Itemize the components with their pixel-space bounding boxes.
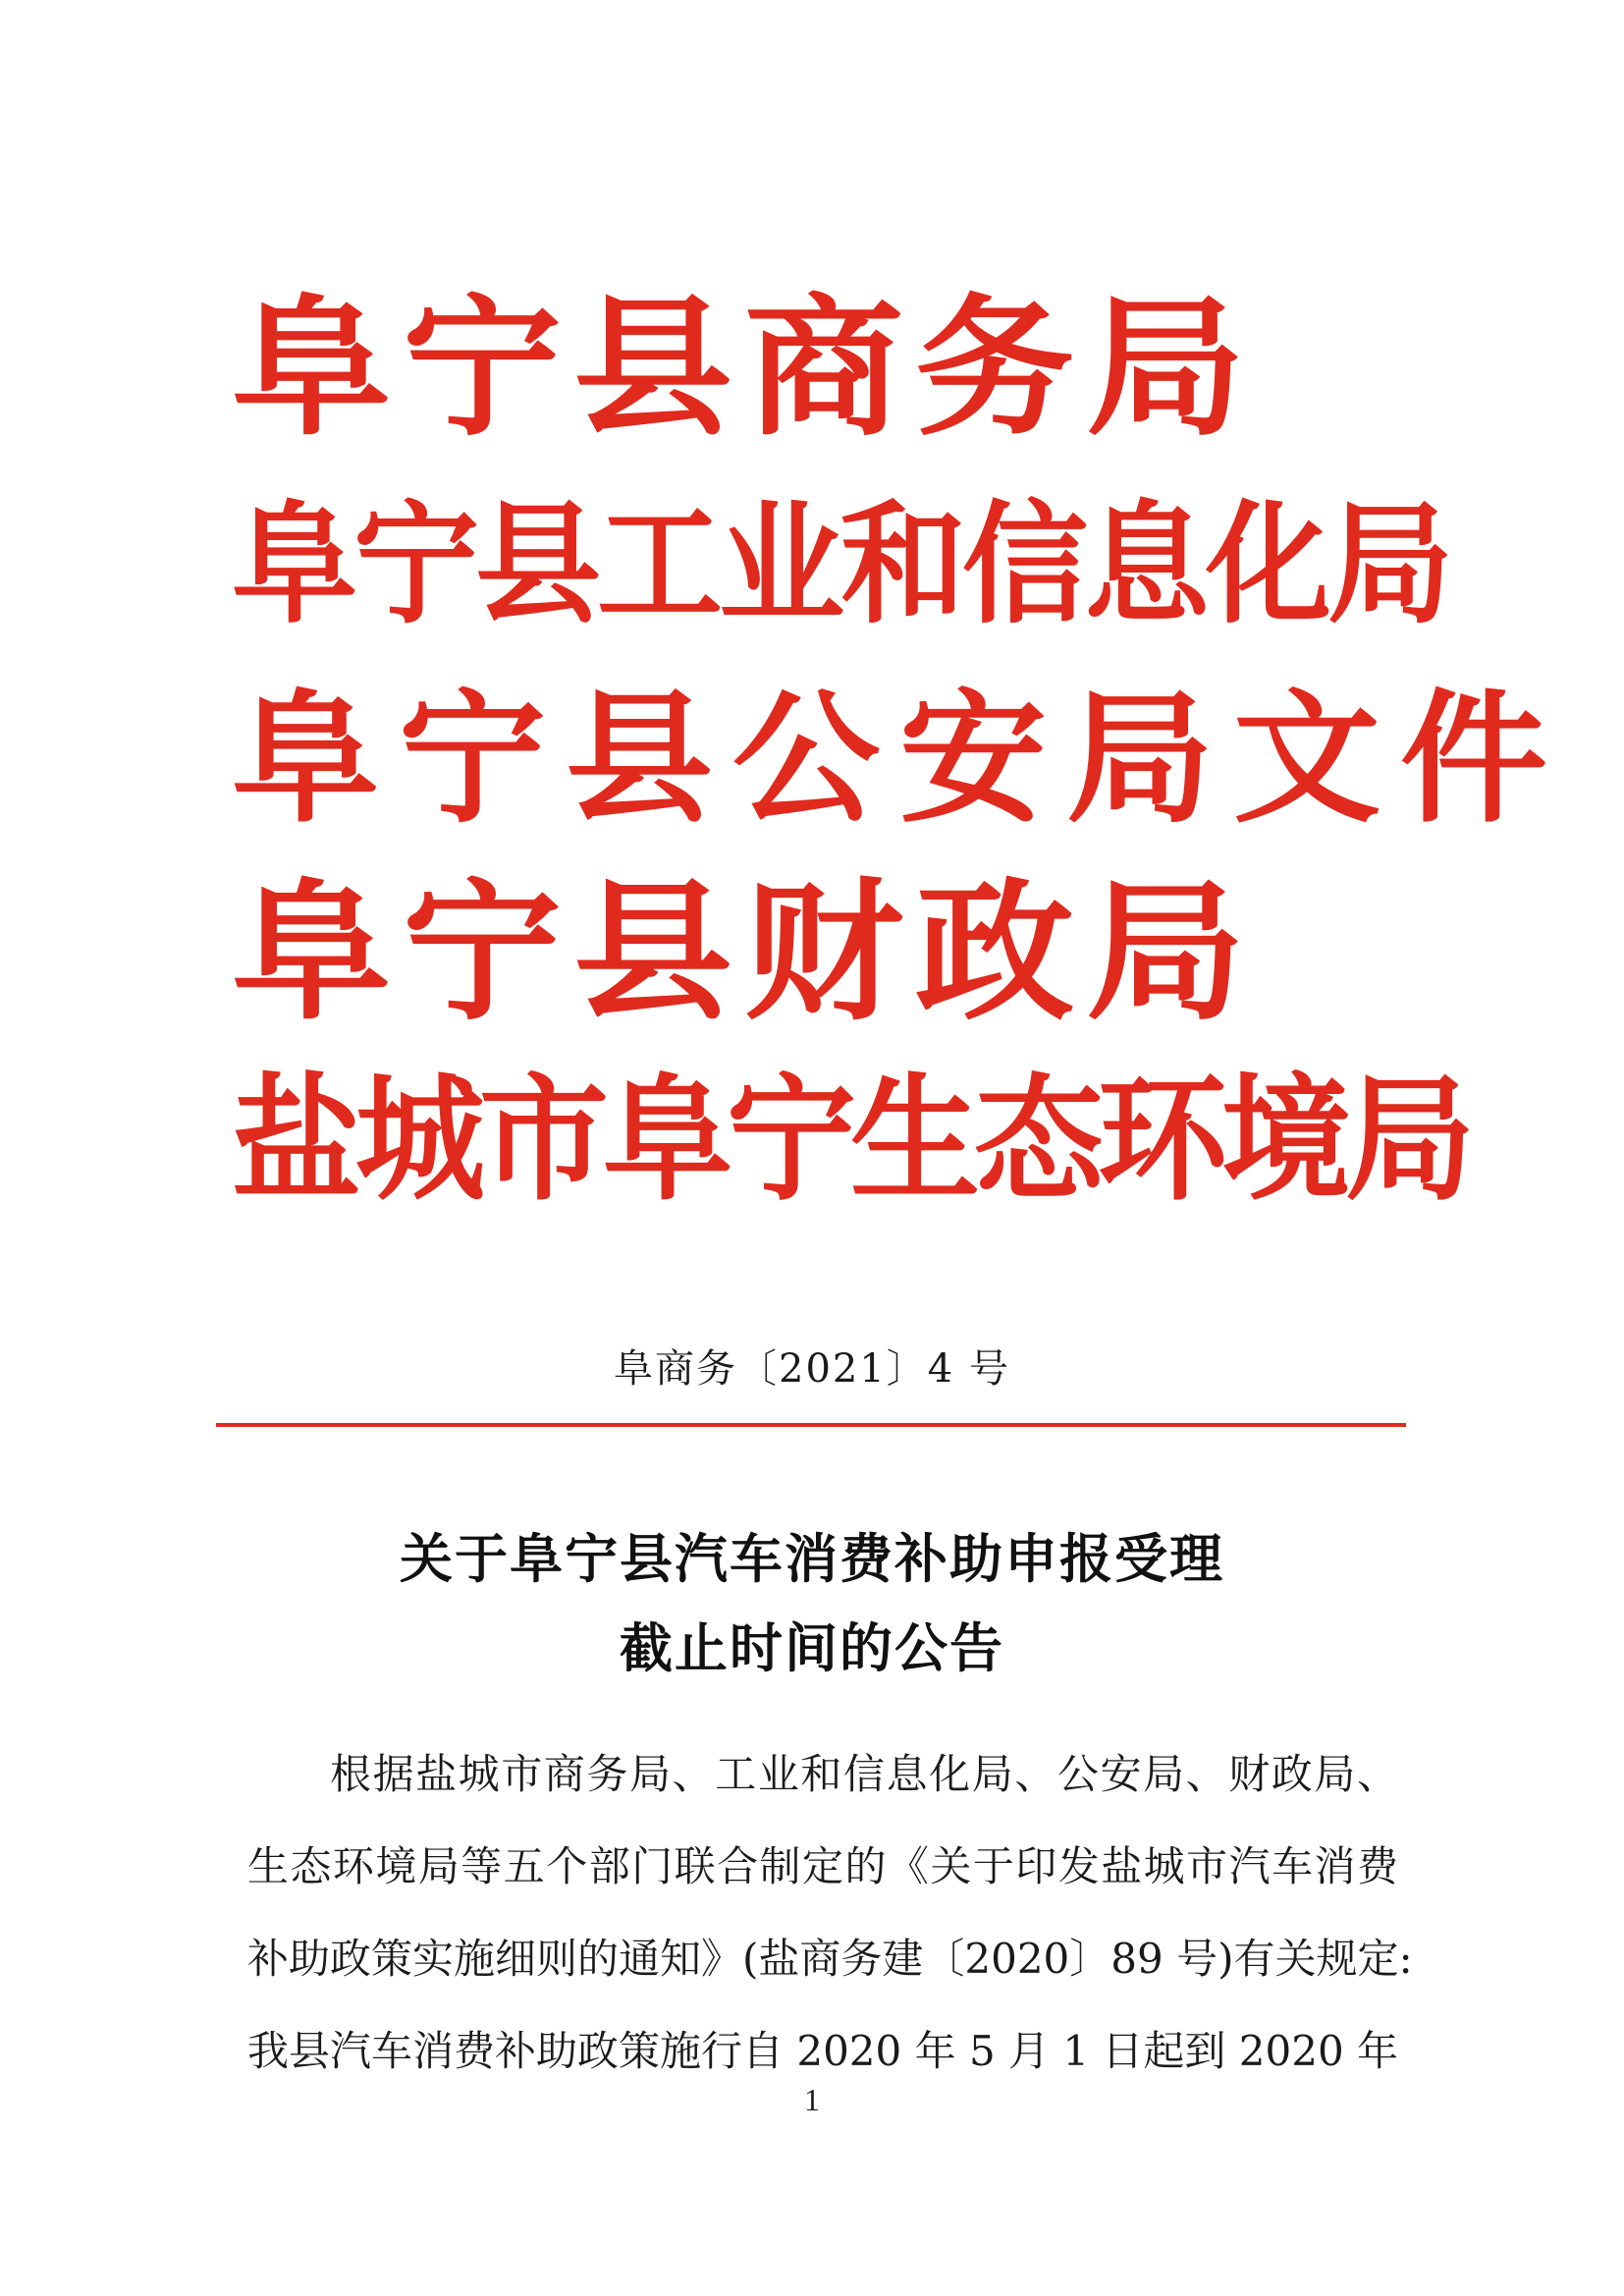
document-title-line-1: 关于阜宁县汽车消费补助申报受理 [400, 1527, 1224, 1590]
body-line: 生态环境局等五个部门联合制定的《关于印发盐城市汽车消费 [247, 1842, 1398, 1890]
issuer-industry-it-bureau: 阜宁县工业和信息化局 [232, 487, 1450, 642]
body-line: 补助政策实施细则的通知》(盐商务建〔2020〕89 号)有关规定: [247, 1935, 1413, 1983]
document-title-line-2: 截止时间的公告 [620, 1616, 1004, 1679]
body-paragraph [247, 1728, 1413, 2098]
body-line: 根据盐城市商务局、工业和信息化局、公安局、财政局、 [330, 1750, 1398, 1798]
issuer-finance-bureau: 阜宁县财政局 [232, 863, 1257, 1042]
issuer-ecology-environment-bureau: 盐城市阜宁生态环境局 [232, 1060, 1469, 1221]
page-number: 1 [804, 2082, 820, 2117]
document-number: 阜商务〔2021〕4 号 [614, 1346, 1010, 1392]
body-line: 我县汽车消费补助政策施行自 2020 年 5 月 1 日起到 2020 年 [247, 2027, 1399, 2075]
red-divider-line [216, 1423, 1406, 1427]
issuer-commerce-bureau: 阜宁县商务局 [232, 279, 1257, 458]
issuer-public-security-bureau-document: 阜宁县公安局文件 [232, 675, 1568, 844]
